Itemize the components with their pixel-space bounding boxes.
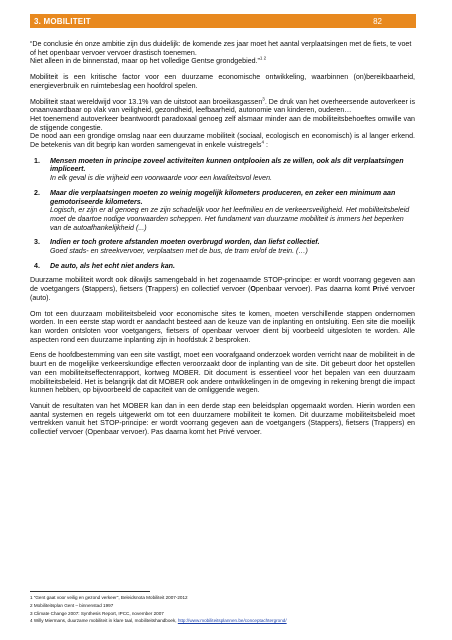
quote-line-1: “De conclusie én onze ambitie zijn dus duidelijk: de komende zes jaar moet het aantal verplaatsingen met de fiets, te voet of het openbaar vervoer vervoer drastisch toenemen. <box>30 40 412 57</box>
list-item <box>30 157 415 183</box>
rules-intro-text: De nood aan een grondige omslag naar een duurzame mobiliteit (sociaal, ecologisch en economisch) is al langer erkend. De betekenis van dit begrip kan worden samengevat in enkele vuistregels <box>30 132 415 150</box>
footnote-text: 3 Climate Change 2007: Synthesis Report, IPCC, november 2007 <box>30 610 164 616</box>
list-item-number: 3. <box>34 238 40 247</box>
list-item-title: Indien er toch grotere afstanden moeten overbrugd worden, dan liefst collectief. <box>50 238 320 247</box>
footnote-link[interactable]: http://www.mobiliteitsplannen.be/conceptachtergrond/ <box>177 618 287 624</box>
paragraph-steps: Om tot een duurzaam mobiliteitsbeleid voor economische sites te komen, moeten verschillende stappen ondernomen worden. In een eerste stap wordt er aandacht besteed aan de keuze van de inplanting en ontsluiting. Een site die moeilijk kan worden ontsloten voor voetgangers, fietsers of openbaar vervoer dient bij voorbeeld uitgesloten te worden. Alle aspecten rond een duurzame inplanting zijn in hoofdstuk 2 besproken. <box>30 309 415 344</box>
quote-footnote-refs: 1 2 <box>259 56 267 62</box>
footnotes <box>30 591 416 625</box>
opening-quote <box>30 40 415 66</box>
footnote-ref-3: 3 <box>262 96 265 102</box>
paragraph-policy: Vanuit de resultaten van het MOBER kan dan in een derde stap een beleidsplan opgemaakt worden. Hierin worden een aantal systemen en regels uitgewerkt om tot een duurzamere mobiliteit te komen. Dit duurzame mobiliteitsbeleid moet vertrekken vanuit het STOP-principe: er wordt voorrang gegeven aan de voetgangers (Stappers), fietsers (Trappers) en collectief vervoer (Openbaar vervoer). Pas daarna komt het Privé vervoer. <box>30 401 415 437</box>
list-item <box>30 189 415 233</box>
list-item-number: 4. <box>34 261 40 270</box>
list-item-title: De auto, als het echt niet anders kan. <box>50 261 175 270</box>
congestion-text: Het toenemend autoverkeer beantwoordt paradoxaal genoeg zelf alsmaar minder aan de mobiliteitsbehoeftes omwille van de stijgende congestie. <box>30 114 415 132</box>
footnote-text: 1 “Gent gaat voor veilig en gezond verkeer”, Beleidsnota Mobiliteit 2007-2012 <box>30 595 188 600</box>
list-item-sub: In elk geval is die vrijheid een voorwaarde voor een kwaliteitsvol leven. <box>50 174 272 183</box>
footnote-text: 4 Willy Miermans, duurzame mobiliteit in klare taal, mobiliteitshandboek, <box>30 618 178 624</box>
paragraph-mober: Eens de hoofdbestemming van een site vastligt, moet een voorafgaand onderzoek worden verricht naar de mobiliteit in de buurt en de mogelijke verkeerskundige effecten veroorzaakt door de inplanting van de site. Dit gebeurt door het opstellen van een mobiliteitseffectenrapport, kortweg MOBER. Dit document is essentieel voor het bepalen van een duurzaam mobiliteitsbeleid. Het is belangrijk dat dit MOBER ook andere ontwikkelingen in de omgeving in rekening brengt die impact kunnen hebben, op bijvoorbeeld de capaciteit van de omliggende wegen. <box>30 351 415 395</box>
paragraph-intro: Mobiliteit is een kritische factor voor een duurzame economische ontwikkeling, waarbinnen (on)bereikbaarheid, energieverbruik en ruimtebeslag een hoofdrol spelen. <box>30 73 415 90</box>
quote-line-2: Niet alleen in de binnenstad, maar op het volledige Gentse grondgebied.” <box>30 57 260 66</box>
stop-letter-t: T <box>147 285 152 294</box>
list-item <box>30 262 415 271</box>
stop-text-f: rivé vervoer (auto). <box>30 285 415 302</box>
stop-letter-p: P <box>372 285 378 294</box>
list-item <box>30 238 415 255</box>
list-item-title: Maar die verplaatsingen moeten zo weinig mogelijk kilometers produceren, en zeker een minimum aan gemotoriseerde kilometers. <box>50 188 396 206</box>
footnote <box>30 610 416 618</box>
paragraph-emissions <box>30 98 415 150</box>
stop-letter-o: O <box>250 285 256 294</box>
stop-text-c: tappers), fietsers ( <box>89 285 148 294</box>
stop-text-a: Duurzame mobiliteit wordt ook dikwijls samengebald in het zogenaamde STOP-principe: er wordt voorrang gegeven aan de voetgangers ( <box>30 276 415 294</box>
page-content <box>30 40 415 444</box>
footnote <box>30 594 416 602</box>
footnote-ref-4: 4 <box>261 139 264 145</box>
list-item-sub: Goed stads- en streekvervoer, verplaatsen met de bus, de tram en/of de trein. (…) <box>50 247 308 256</box>
list-item-number: 1. <box>34 156 40 165</box>
footnote <box>30 602 416 610</box>
emissions-text: Mobiliteit staat wereldwijd voor 13.1% van de uitstoot aan broeikasgassen <box>30 97 263 106</box>
list-item-number: 2. <box>34 188 40 197</box>
list-item-sub: Logisch, er zijn er al genoeg en ze zijn schadelijk voor het leefmilieu en de verkeersveiligheid. Het mobiliteitsbeleid moet de daartoe nodige voorwaarden scheppen. Het fundament van duurzame mobiliteit is immers het beperken van de autoafhankelijkheid (...) <box>50 206 410 232</box>
stop-text-e: penbaar vervoer). Pas daarna komt <box>255 285 373 294</box>
page-number: 82 <box>373 16 382 26</box>
chapter-header-bar <box>30 14 416 28</box>
rules-intro-end: : <box>264 141 268 150</box>
paragraph-stop-principle <box>30 276 415 302</box>
emissions-text-cont: . De druk van het overheersende autoverkeer is onaanvaardbaar op vlak van veiligheid, gezondheid, leefbaarheid, autonomie van kinderen, ouderen… <box>30 97 415 115</box>
footnote-divider <box>30 591 150 592</box>
footnote <box>30 617 416 625</box>
stop-letter-s: S <box>84 285 90 294</box>
chapter-title: 3. MOBILITEIT <box>34 16 91 26</box>
list-item-title: Mensen moeten in principe zoveel activiteiten kunnen ontplooien als ze willen, ook als dit verplaatsingen impliceert. <box>50 156 404 174</box>
stop-text-d: rappers) en collectief vervoer ( <box>152 285 251 294</box>
footnote-text: 2 Mobiliteitsplan Gent – binnenstad 1997 <box>30 602 114 608</box>
rules-list <box>30 157 415 271</box>
